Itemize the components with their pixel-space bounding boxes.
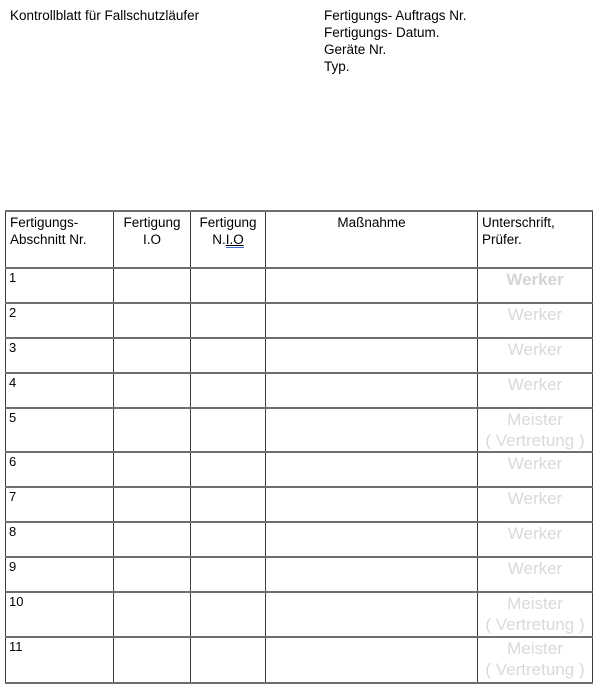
cell-fertigung-io[interactable] <box>114 637 191 683</box>
cell-fertigung-io[interactable] <box>114 338 191 373</box>
cell-fertigung-nio[interactable] <box>191 487 266 522</box>
cell-unterschrift[interactable] <box>478 592 593 637</box>
signature-role-label: Werker <box>507 305 563 324</box>
cell-fertigung-nio[interactable] <box>191 268 266 303</box>
cell-massnahme[interactable] <box>266 268 478 303</box>
cell-fertigung-nio[interactable] <box>191 303 266 338</box>
cell-fertigung-nio[interactable] <box>191 557 266 592</box>
cell-unterschrift[interactable] <box>478 487 593 522</box>
cell-unterschrift[interactable] <box>478 637 593 683</box>
cell-fertigung-nio[interactable] <box>191 452 266 487</box>
col-header-unterschrift <box>478 211 593 268</box>
table-row <box>6 637 593 683</box>
signature-role-label: Werker <box>507 489 563 508</box>
signature-role-label: Werker <box>507 559 563 578</box>
meta-field-geraete-nr: Geräte Nr. <box>324 42 387 57</box>
col-header-line: Fertigung <box>199 215 257 230</box>
table-row <box>6 487 593 522</box>
table-row <box>6 522 593 557</box>
table-row <box>6 557 593 592</box>
cell-fertigung-io[interactable] <box>114 592 191 637</box>
nio-underlined-text: I.O <box>225 232 244 247</box>
meta-field-typ: Typ. <box>324 59 350 74</box>
cell-abschnitt-nr: 5 <box>6 408 114 452</box>
signature-role-label: Werker <box>507 524 563 543</box>
cell-massnahme[interactable] <box>266 557 478 592</box>
cell-fertigung-nio[interactable] <box>191 408 266 452</box>
cell-fertigung-io[interactable] <box>114 408 191 452</box>
cell-fertigung-io[interactable] <box>114 268 191 303</box>
cell-massnahme[interactable] <box>266 637 478 683</box>
signature-role-label-2: ( Vertretung ) <box>485 431 585 450</box>
cell-abschnitt-nr: 6 <box>6 452 114 487</box>
col-header-fertigung-nio <box>191 211 266 268</box>
cell-fertigung-nio[interactable] <box>191 338 266 373</box>
cell-abschnitt-nr: 4 <box>6 373 114 408</box>
cell-unterschrift[interactable] <box>478 408 593 452</box>
col-header-line: Maßnahme <box>337 215 406 230</box>
document-title: Kontrollblatt für Fallschutzläufer <box>10 8 200 23</box>
cell-massnahme[interactable] <box>266 408 478 452</box>
cell-abschnitt-nr: 1 <box>6 268 114 303</box>
cell-unterschrift[interactable] <box>478 557 593 592</box>
table-row <box>6 452 593 487</box>
cell-abschnitt-nr: 9 <box>6 557 114 592</box>
signature-role-label: Meister <box>507 594 563 613</box>
cell-massnahme[interactable] <box>266 452 478 487</box>
signature-role-label: Werker <box>506 270 564 289</box>
cell-fertigung-io[interactable] <box>114 303 191 338</box>
cell-unterschrift[interactable] <box>478 268 593 303</box>
table-row <box>6 373 593 408</box>
signature-role-label-2: ( Vertretung ) <box>485 615 585 634</box>
cell-fertigung-io[interactable] <box>114 522 191 557</box>
cell-abschnitt-nr: 11 <box>6 637 114 683</box>
signature-role-label: Werker <box>507 340 563 359</box>
table-row <box>6 592 593 637</box>
col-header-fertigungs-abschnitt <box>6 211 114 268</box>
cell-abschnitt-nr: 7 <box>6 487 114 522</box>
cell-unterschrift[interactable] <box>478 452 593 487</box>
cell-abschnitt-nr: 3 <box>6 338 114 373</box>
col-header-line: Prüfer. <box>482 232 522 247</box>
signature-role-label: Werker <box>507 454 563 473</box>
nio-prefix: N. <box>212 232 226 247</box>
col-header-massnahme <box>266 211 478 268</box>
cell-massnahme[interactable] <box>266 487 478 522</box>
signature-role-label: Meister <box>507 410 563 429</box>
cell-abschnitt-nr: 2 <box>6 303 114 338</box>
cell-fertigung-io[interactable] <box>114 487 191 522</box>
meta-field-datum: Fertigungs- Datum. <box>324 25 440 40</box>
cell-fertigung-nio[interactable] <box>191 637 266 683</box>
cell-fertigung-nio[interactable] <box>191 522 266 557</box>
signature-role-label: Werker <box>507 375 563 394</box>
cell-massnahme[interactable] <box>266 592 478 637</box>
signature-role-label-2: ( Vertretung ) <box>485 660 585 679</box>
cell-fertigung-io[interactable] <box>114 373 191 408</box>
cell-massnahme[interactable] <box>266 338 478 373</box>
cell-abschnitt-nr: 10 <box>6 592 114 637</box>
cell-fertigung-io[interactable] <box>114 452 191 487</box>
table-row <box>6 408 593 452</box>
cell-fertigung-nio[interactable] <box>191 373 266 408</box>
col-header-line: Fertigungs- <box>10 215 79 230</box>
col-header-fertigung-io <box>114 211 191 268</box>
control-table <box>5 210 593 684</box>
col-header-line <box>195 231 261 248</box>
cell-unterschrift[interactable] <box>478 303 593 338</box>
table-row <box>6 303 593 338</box>
meta-block <box>324 7 467 75</box>
table-row <box>6 268 593 303</box>
col-header-line: Abschnitt Nr. <box>10 232 87 247</box>
cell-fertigung-io[interactable] <box>114 557 191 592</box>
cell-abschnitt-nr: 8 <box>6 522 114 557</box>
signature-role-label: Meister <box>507 639 563 658</box>
col-header-line: Fertigung <box>123 215 181 230</box>
cell-unterschrift[interactable] <box>478 338 593 373</box>
cell-massnahme[interactable] <box>266 373 478 408</box>
col-header-line: Unterschrift, <box>482 215 555 230</box>
cell-massnahme[interactable] <box>266 303 478 338</box>
table-row <box>6 338 593 373</box>
meta-field-auftrags-nr: Fertigungs- Auftrags Nr. <box>324 8 467 23</box>
header-row <box>6 211 593 268</box>
cell-massnahme[interactable] <box>266 522 478 557</box>
col-header-line: I.O <box>142 232 161 247</box>
cell-unterschrift[interactable] <box>478 373 593 408</box>
cell-fertigung-nio[interactable] <box>191 592 266 637</box>
cell-unterschrift[interactable] <box>478 522 593 557</box>
